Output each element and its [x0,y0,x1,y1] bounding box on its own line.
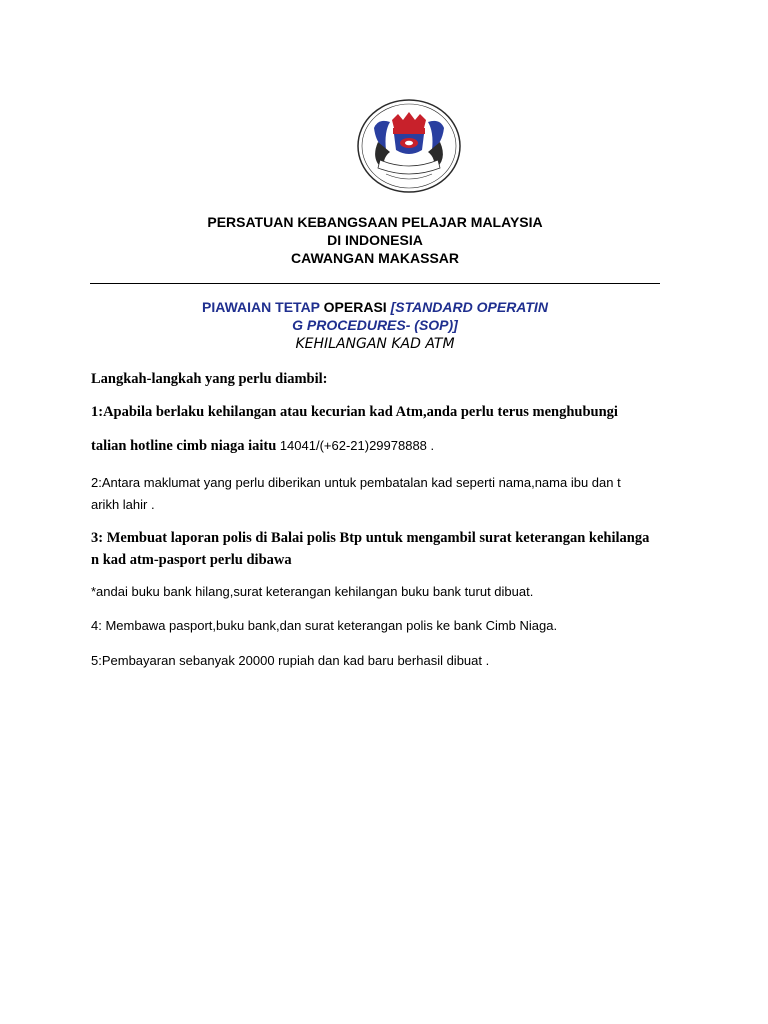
step-2-line-1: 2:Antara maklumat yang perlu diberikan untuk pembatalan kad seperti nama,nama ibu dan t [91,475,621,490]
step-1-line-2 [91,436,681,457]
step-2 [91,472,681,516]
hotline-label: talian hotline cimb niaga iaitu [91,438,277,454]
org-name-line-1: PERSATUAN KEBANGSAAN PELAJAR MALAYSIA [207,214,543,230]
header-divider [90,283,660,284]
step-2-line-2: arikh lahir . [91,497,155,512]
hotline-number: 14041/(+62-21)29978888 . [279,438,435,453]
organization-logo [356,98,462,194]
title-part-2: OPERASI [323,299,387,315]
title-part-1: PIAWAIAN TETAP [202,299,320,315]
intro-text: Langkah-langkah yang perlu diambil: [91,371,328,387]
note-text: *andai buku bank hilang,surat keterangan kehilangan buku bank turut dibuat. [91,584,534,599]
step-3-line-2: n kad atm-pasport perlu dibawa [91,552,292,568]
document-title-line-2 [90,316,660,334]
step-5: 5:Pembayaran sebanyak 20000 rupiah dan kad baru berhasil dibuat . [91,653,490,668]
title-part-3: [STANDARD OPERATIN [390,299,548,315]
org-name-line-2: DI INDONESIA [327,232,423,248]
document-title-line-1 [90,298,660,316]
logo-emblem-icon [356,98,462,194]
step-1-line-1: 1:Apabila berlaku kehilangan atau kecurian kad Atm,anda perlu terus menghubungi [91,404,618,420]
title-line-2: G PROCEDURES- (SOP)] [292,317,458,333]
step-3-line-1: 3: Membuat laporan polis di Balai polis Btp untuk mengambil surat keterangan kehilanga [91,530,650,546]
document-subtitle: KEHILANGAN KAD ATM [295,336,455,352]
step-3 [91,527,681,571]
step-4: 4: Membawa pasport,buku bank,dan surat keterangan polis ke bank Cimb Niaga. [91,618,558,633]
org-name-line-3: CAWANGAN MAKASSAR [291,250,459,266]
